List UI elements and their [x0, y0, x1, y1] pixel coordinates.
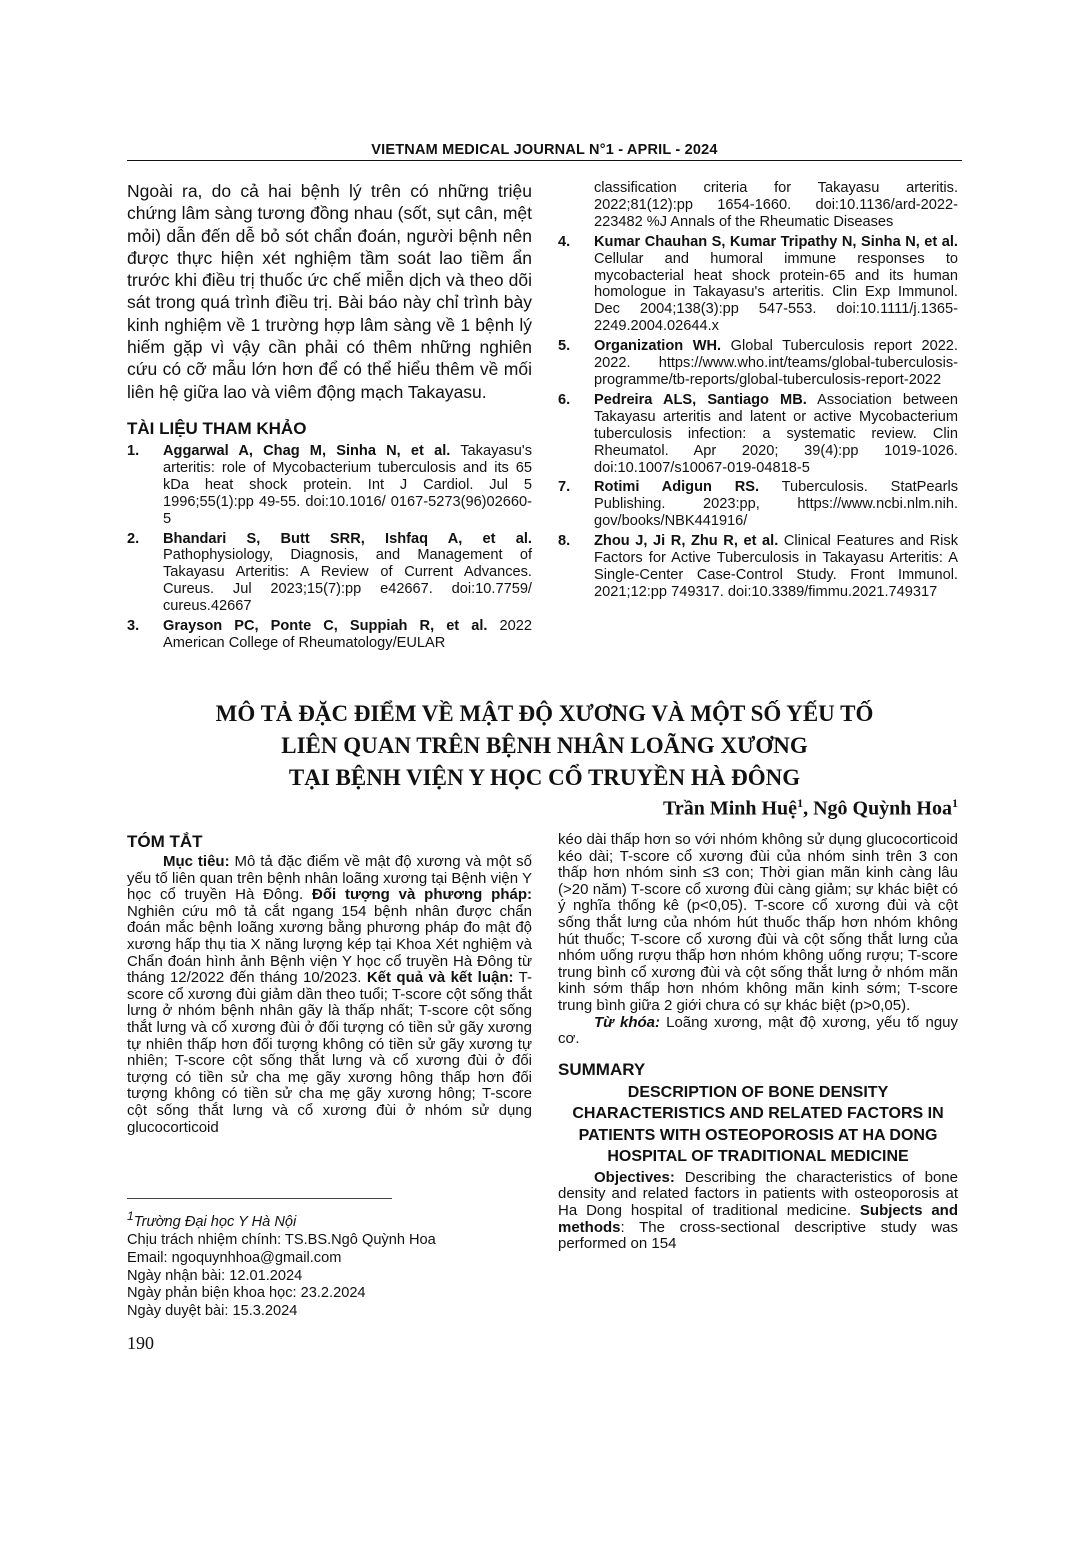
summary-heading: SUMMARY: [558, 1059, 646, 1079]
abstract-label: Kết quả và kết luận:: [366, 969, 514, 987]
reference-item: [558, 533, 958, 601]
abstract-methods: Nghiên cứu mô tả cắt ngang 154 bệnh nhân được chẩn đoán mắc bệnh loãng xương bằng phương pháp đo mật độ xương hấp thụ tia X năng lượng kép tại Khoa Xét nghiệm và Chẩn đoán hình ảnh Bệnh viện Y học cổ truyền Hà Đông từ tháng 12/2022 đến tháng 10/2023.: [127, 902, 532, 987]
reference-3-continuation: classification criteria for Takayasu arteritis. 2022;81(12):pp 1654-1660. doi:10.1136/ard-2022-223482 %J Annals of the Rheumatic Diseases: [594, 180, 958, 230]
reference-number: 1.: [127, 442, 140, 459]
references-heading: TÀI LIỆU THAM KHẢO: [127, 418, 307, 438]
abstract-results: T-score cổ xương đùi giảm dần theo tuổi; T-score cột sống thắt lưng ở nhóm bệnh nhân gãy là thấp nhất; T-score cột sống thắt lưng và cổ xương đùi ở đối tượng có tiền sử gãy xương tự nhiên thấp hơn đối tượng không có tiền sử gãy xương tự nhiên; T-score cột sống thắt lưng và cổ xương đùi ở đối tượng có tiền sử cha mẹ gãy xương hông thấp hơn đối tượng không có tiền sử cha mẹ gãy xương hông; T-score cột sống thắt lưng và cổ xương đùi ở nhóm sử dụng glucocorticoid: [127, 969, 532, 1136]
reference-item: [127, 531, 532, 616]
author-line: Trần Minh Huệ$^1$, Ngô Quỳnh Hoa$^1$: [662, 796, 958, 820]
reference-list-left: [127, 443, 532, 652]
bottom-right-column: [558, 832, 958, 1253]
abstract-heading: TÓM TẮT: [127, 832, 203, 851]
reference-authors: Bhandari S, Butt SRR, Ishfaq A, et al.: [163, 530, 532, 547]
responsible-author: Chịu trách nhiệm chính: TS.BS.Ngô Quỳnh Hoa: [127, 1231, 436, 1248]
review-date: Ngày phản biện khoa học: 23.2.2024: [127, 1285, 366, 1302]
keywords-label: Từ khóa:: [594, 1013, 660, 1031]
abstract-vi-continuation: kéo dài thấp hơn so với nhóm không sử dụng glucocorticoid kéo dài; T-score cổ xương đùi của nhóm sinh trên 3 con thấp hơn nhóm sinh ≤3 con; Thời gian mãn kinh càng lâu (>20 năm) T-score cổ xương đùi càng giảm; sự khác biệt có ý nghĩa thống kê (p<0,05). T-score cổ xương đùi và cột sống thắt lưng của nhóm hút thuốc thấp hơn nhóm không hút thuốc; T-score cổ xương đùi và cột sống thắt lưng của nhóm uống rượu thấp hơn nhóm không uống rượu; T-score trung bình cổ xương đùi và cột sống thắt lưng ở nhóm mãn kinh sớm thấp hơn nhóm không mãn kinh sớm; T-score trung bình giữa 2 giới chưa có sự khác biệt (p>0,05).: [558, 831, 958, 1014]
reference-item: [558, 234, 958, 335]
intro-paragraph: Ngoài ra, do cả hai bệnh lý trên có những triệu chứng lâm sàng tương đồng nhau (sốt, sụt cân, mệt mỏi) dẫn đến dễ bỏ sót chẩn đoán, người bệnh nên được thực hiện xét nghiệm tầm soát lao tiềm ẩn trước khi điều trị thuốc ức chế miễn dịch và theo dõi sát trong quá trình điều trị. Bài báo này chỉ trình bày kinh nghiệm về 1 trường hợp lâm sàng về 1 bệnh lý hiếm gặp vì vậy cần phải có thêm những nghiên cứu có cỡ mẫu lớn hơn để có thể hiểu thêm về mối liên hệ giữa lao và viêm động mạch Takayasu.: [127, 181, 532, 402]
reference-text: Global Tuberculosis report 2022. 2022. https://www.who.int/teams/global-tuberculosis-programme/tb-reports/global-tuberculosis-report-2022: [594, 338, 958, 388]
reference-item: [558, 338, 958, 389]
received-date: Ngày nhận bài: 12.01.2024: [127, 1267, 303, 1284]
reference-authors: Rotimi Adigun RS.: [594, 479, 760, 496]
article-title-line: TẠI BỆNH VIỆN Y HỌC CỔ TRUYỀN HÀ ĐÔNG: [288, 765, 801, 790]
reference-text: Association between Takayasu arteritis and latent or active Mycobacterium tuberculosis infection: a systematic review. Clin Rheumatol. Apr 2020; 39(4):pp 1019-1026. doi:10.1007/s10067-019-04818-5: [594, 391, 958, 476]
footnote-rule: [127, 1198, 392, 1199]
footnotes: [127, 1208, 532, 1321]
reference-text: Clinical Features and Risk Factors for Active Tuberculosis in Takayasu Arteritis: A Single-Center Case-Control Study. Front Immunol. 2021;12:pp 749317. doi:10.3389/fimmu.2021.749317: [594, 533, 959, 600]
page-number: 190: [127, 1333, 154, 1353]
reference-authors: Pedreira ALS, Santiago MB.: [594, 391, 807, 408]
reference-number: 3.: [127, 618, 140, 635]
reference-number: 6.: [558, 391, 571, 408]
reference-number: 2.: [127, 530, 140, 547]
abstract-objective: Mô tả đặc điểm về mật độ xương và một số yếu tố liên quan trên bệnh nhân loãng xương tại Bệnh viện Y học cổ truyền Hà Đông.: [127, 853, 532, 904]
article-title-line: LIÊN QUAN TRÊN BỆNH NHÂN LOÃNG XƯƠNG: [281, 733, 808, 758]
reference-list-right: [558, 234, 958, 601]
english-title: DESCRIPTION OF BONE DENSITY CHARACTERISTICS AND RELATED FACTORS IN PATIENTS WITH OSTEOPOROSIS AT HA DONG HOSPITAL OF TRADITIONAL MEDICINE: [572, 1083, 944, 1166]
reference-item: [558, 392, 958, 477]
reference-text: Takayasu's arteritis: role of Mycobacterium tuberculosis and its 65 kDa heat shock protein. Int J Cardiol. Jul 5 1996;55(1):pp 49-55. doi:10.1016/ 0167-5273(96)02660-5: [163, 442, 532, 527]
article-title: [127, 698, 962, 794]
summary-en-text: [558, 1170, 958, 1253]
reference-text: Cellular and humoral immune responses to mycobacterial heat shock protein-65 and its human homologue in Takayasu's arteritis. Clin Exp Immunol. Dec 2004;138(3):pp 547-553. doi:10.1111/j.1365-2249.2004.02644.x: [594, 250, 958, 335]
keywords-paragraph: [558, 1015, 958, 1048]
reference-authors: Grayson PC, Ponte C, Suppiah R, et al.: [163, 618, 488, 635]
reference-number: 5.: [558, 338, 571, 355]
reference-number: 7.: [558, 479, 571, 496]
reference-item: [558, 479, 958, 530]
reference-text: Tuberculosis. StatPearls Publishing. 2023:pp, https://www.ncbi.nlm.nih. gov/books/NBK441916/: [594, 479, 958, 530]
journal-running-head: VIETNAM MEDICAL JOURNAL N°1 - APRIL - 2024: [371, 142, 718, 158]
header-rule: [127, 160, 962, 161]
article-title-line: MÔ TẢ ĐẶC ĐIỂM VỀ MẬT ĐỘ XƯƠNG VÀ MỘT SỐ YẾU TỐ: [215, 701, 874, 726]
affiliation-mark: 1: [797, 796, 804, 810]
reference-text: 2022 American College of Rheumatology/EULAR: [163, 618, 532, 651]
summary-objectives: Describing the characteristics of bone density and related factors in patients with osteoporosis at Ha Dong hospital of traditional medicine.: [558, 1168, 958, 1219]
summary-methods: : The cross-sectional descriptive study was performed on 154: [558, 1218, 958, 1253]
reference-item: [127, 618, 532, 652]
affiliation-mark: 1: [952, 796, 958, 810]
affiliation-text: Trường Đại học Y Hà Nội: [133, 1213, 297, 1230]
author-name: Trần Minh Huệ: [662, 797, 798, 820]
reference-number: 8.: [558, 533, 571, 550]
reference-text: Pathophysiology, Diagnosis, and Management of Takayasu Arteritis: A Review of Current Advances. Cureus. Jul 2023;15(7):pp e42667. doi:10.7759/ cureus.42667: [163, 547, 532, 615]
abstract-label: Đối tượng và phương pháp:: [312, 886, 532, 904]
affiliation-footnote: [127, 1208, 532, 1232]
reference-authors: Zhou J, Ji R, Zhu R, et al.: [594, 533, 779, 550]
top-right-column: [558, 180, 958, 604]
affiliation-mark: 1: [127, 1209, 134, 1223]
author-name: Ngô Quỳnh Hoa: [813, 797, 952, 820]
reference-authors: Kumar Chauhan S, Kumar Tripathy N, Sinha N, et al.: [594, 233, 958, 250]
approved-date: Ngày duyệt bài: 15.3.2024: [127, 1303, 298, 1320]
reference-number: 4.: [558, 233, 571, 250]
reference-item: [127, 443, 532, 528]
abstract-vi-text: [127, 854, 532, 1136]
bottom-left-column: [127, 832, 532, 1136]
email-line: Email: ngoquynhhoa@gmail.com: [127, 1249, 342, 1266]
reference-authors: Aggarwal A, Chag M, Sinha N, et al.: [163, 442, 451, 459]
summary-label: Objectives:: [594, 1168, 675, 1186]
top-left-column: [127, 180, 532, 655]
abstract-label: Mục tiêu:: [163, 853, 230, 870]
keywords-text: Loãng xương, mật độ xương, yếu tố nguy cơ.: [558, 1013, 959, 1048]
summary-label: Subjects and methods: [558, 1201, 958, 1236]
reference-authors: Organization WH.: [594, 338, 722, 355]
